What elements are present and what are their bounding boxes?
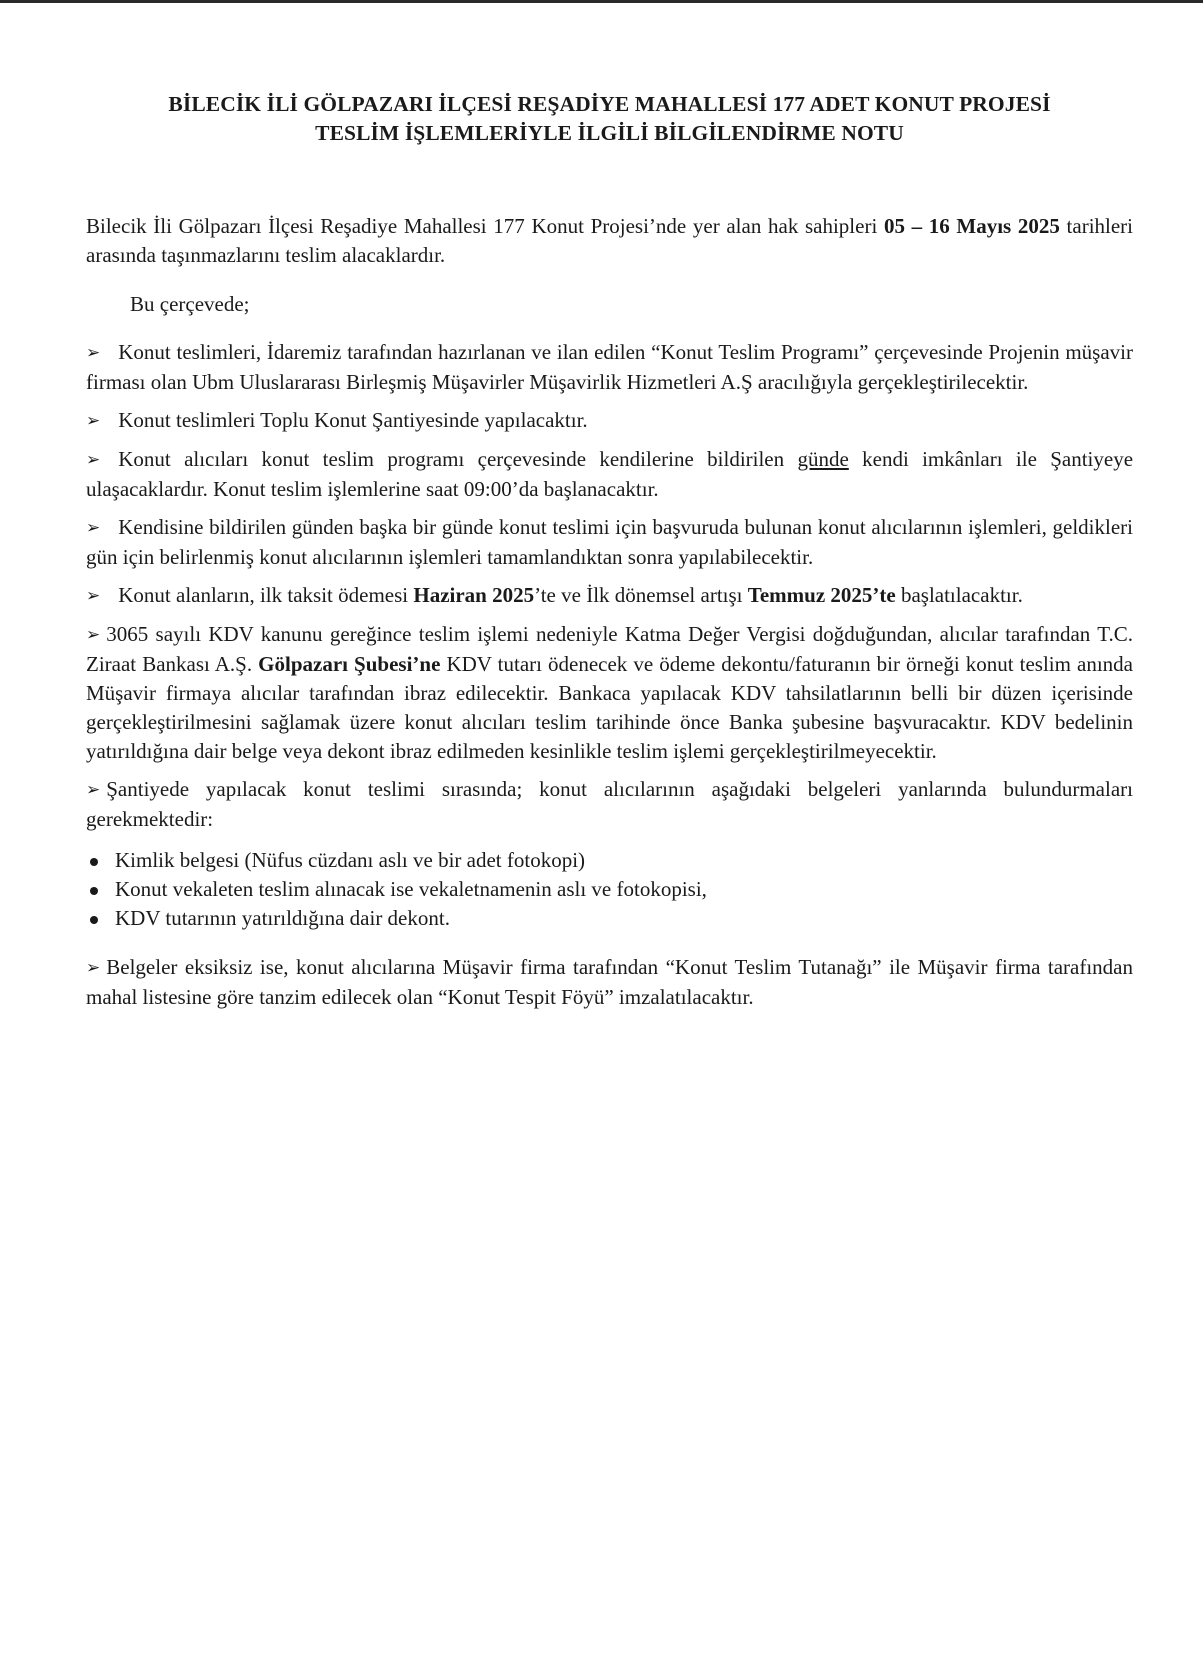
list-item-text: KDV tutarının yatırıldığına dair dekont. <box>115 906 450 930</box>
bullet-item-4 <box>86 513 1133 572</box>
bullet-item-6 <box>86 620 1133 766</box>
document-title <box>86 90 1133 148</box>
bullet-item-8 <box>86 953 1133 1012</box>
bullet-item-5 <box>86 581 1133 611</box>
intro-text: Bilecik İli Gölpazarı İlçesi Reşadiye Mahallesi 177 Konut Projesi’nde yer alan hak sahipleri <box>86 214 878 238</box>
required-documents-list <box>86 846 1133 933</box>
bullet-item-5-date-2: Temmuz 2025’te <box>747 583 896 607</box>
subheading: Bu çerçevede; <box>130 292 250 316</box>
title-line-2: TESLİM İŞLEMLERİYLE İLGİLİ BİLGİLENDİRME NOTU <box>315 121 904 145</box>
bullet-item-3-text-b: kendi imkânları ile Şantiyeye ulaşacaklardır. Konut teslim işlemlerine saat 09:00’da başlanacaktır. <box>86 447 1134 501</box>
arrow-bullet-icon: ➢ <box>86 958 101 977</box>
arrow-bullet-icon: ➢ <box>86 586 101 605</box>
list-item <box>86 875 1133 904</box>
bullet-item-5-date-1: Haziran 2025 <box>413 583 535 607</box>
bullet-item-3-text-a: Konut alıcıları konut teslim programı çerçevesinde kendilerine bildirilen <box>118 447 785 471</box>
bullet-item-3 <box>86 445 1133 504</box>
bullet-item-5-text-c: ’te ve İlk dönemsel artışı <box>534 583 743 607</box>
bullet-item-3-underlined: günde <box>797 447 849 471</box>
bullet-dot-icon <box>90 858 98 866</box>
bullet-item-1 <box>86 338 1133 397</box>
title-line-1: BİLECİK İLİ GÖLPAZARI İLÇESİ REŞADİYE MAHALLESİ 177 ADET KONUT PROJESİ <box>168 92 1051 116</box>
intro-rest: tarihleri arasında taşınmazlarını teslim alacaklardır. <box>86 214 1134 267</box>
list-item <box>86 846 1133 875</box>
intro-paragraph <box>86 212 1133 270</box>
bullet-item-1-text: Konut teslimleri, İdaremiz tarafından hazırlanan ve ilan edilen “Konut Teslim Programı” çerçevesinde Projenin müşavir firması olan Ubm Uluslararası Birleşmiş Müşavirler Müşavirlik Hizmetleri A.Ş aracılığıyla gerçekleştirilecektir. <box>86 340 1133 394</box>
bullet-item-7 <box>86 775 1133 834</box>
top-border-line <box>0 0 1203 3</box>
list-item-text: Konut vekaleten teslim alınacak ise vekaletnamenin aslı ve fotokopisi, <box>115 877 707 901</box>
bullet-item-5-text-e: başlatılacaktır. <box>900 583 1023 607</box>
bullet-dot-icon <box>90 916 98 924</box>
arrow-bullet-icon: ➢ <box>86 450 101 469</box>
bullet-item-6-text-a: 3065 sayılı KDV kanunu gereğince teslim işlemi nedeniyle Katma Değer Vergisi doğduğundan, alıcılar tarafından T.C. Ziraat Bankası A.Ş. <box>86 622 1133 676</box>
document-page <box>86 90 1133 1012</box>
bullet-item-8-text: Belgeler eksiksiz ise, konut alıcılarına Müşavir firma tarafından “Konut Teslim Tutanağı” ile Müşavir firma tarafından mahal listesine göre tanzim edilecek olan “Konut Tespit Föyü” imzalatılacaktır. <box>86 955 1133 1009</box>
arrow-bullet-icon: ➢ <box>86 343 101 362</box>
arrow-bullet-icon: ➢ <box>86 411 101 430</box>
list-item <box>86 904 1133 933</box>
arrow-bullet-icon: ➢ <box>86 625 101 644</box>
list-item-text: Kimlik belgesi (Nüfus cüzdanı aslı ve bir adet fotokopi) <box>115 848 586 872</box>
bullet-item-4-text: Kendisine bildirilen günden başka bir günde konut teslimi için başvuruda bulunan konut alıcılarının işlemleri, geldikleri gün için belirlenmiş konut alıcılarının işlemleri tamamlandıktan sonra yapılabilecektir. <box>86 515 1133 569</box>
bullet-item-6-text-c: KDV tutarı ödenecek ve ödeme dekontu/faturanın bir örneği konut teslim anında Müşavir firmaya alıcılar tarafından ibraz edilecektir. Bankaca yapılacak KDV tahsilatlarının belli bir düzen içerisinde gerçekleştirilmesini sağlamak üzere konut alıcıları teslim tarihinde önce Banka şubesine başvuracaktır. KDV bedelinin yatırıldığına dair belge veya dekont ibraz edilmeden kesinlikle teslim işlemi gerçekleştirilmeyecektir. <box>86 652 1133 763</box>
bullet-dot-icon <box>90 887 98 895</box>
intro-dates: 05 – 16 Mayıs 2025 <box>883 214 1060 238</box>
arrow-bullet-icon: ➢ <box>86 518 101 537</box>
bullet-item-6-branch: Gölpazarı Şubesi’ne <box>258 652 441 676</box>
bullet-item-7-text: Şantiyede yapılacak konut teslimi sırasında; konut alıcılarının aşağıdaki belgeleri yanlarında bulundurmaları gerekmektedir: <box>86 777 1133 831</box>
bullet-item-5-text-a: Konut alanların, ilk taksit ödemesi <box>118 583 409 607</box>
arrow-bullet-icon: ➢ <box>86 780 101 799</box>
bullet-item-2 <box>86 406 1133 436</box>
bullet-item-2-text: Konut teslimleri Toplu Konut Şantiyesinde yapılacaktır. <box>118 408 588 432</box>
